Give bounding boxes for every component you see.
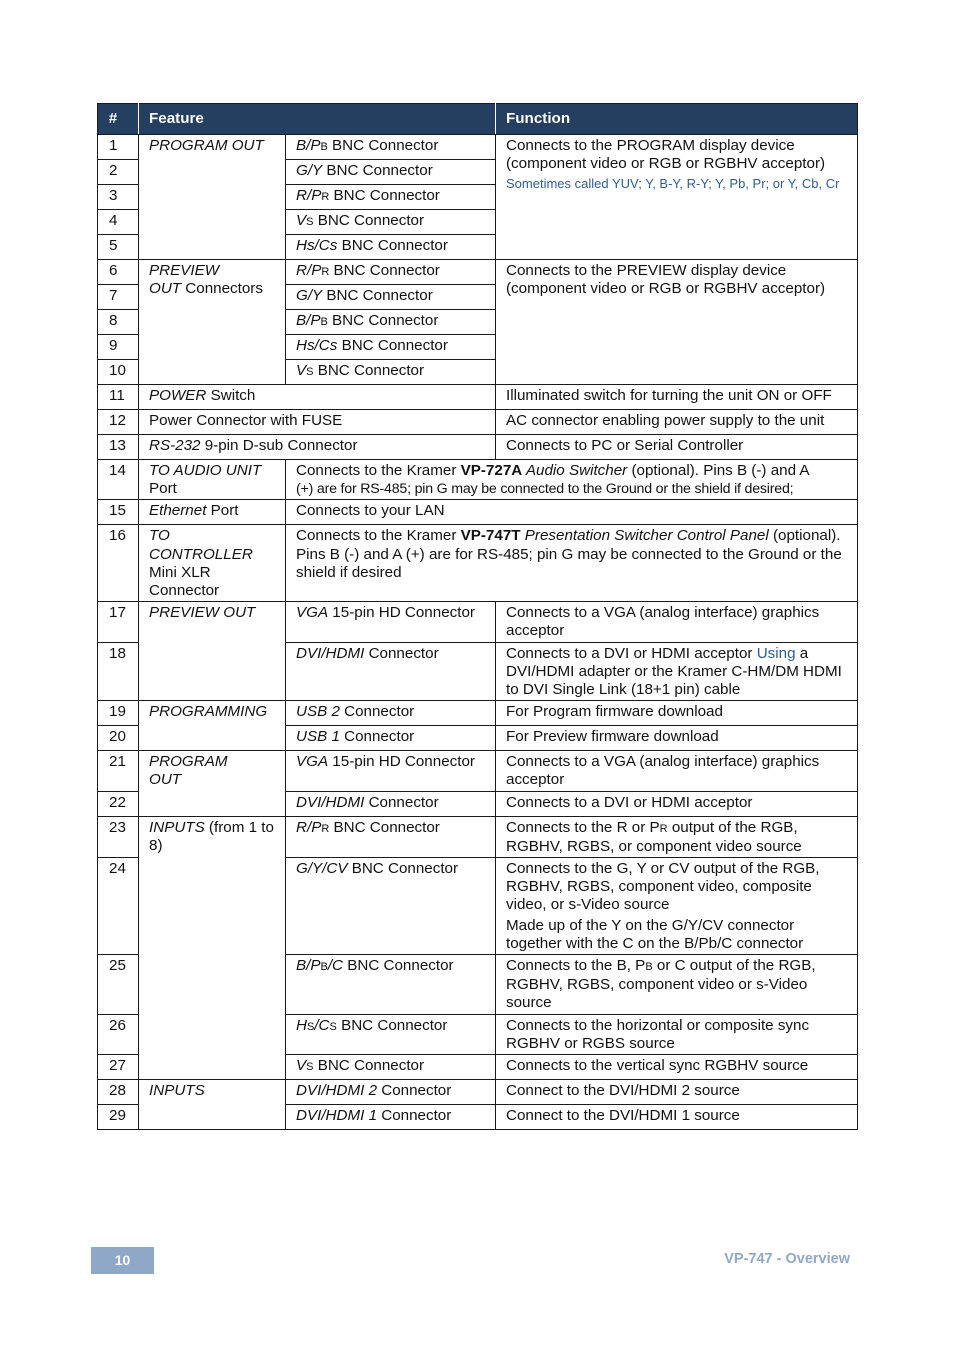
sub-feature-cell: VGA 15-pin HD Connector <box>286 602 496 642</box>
row-number: 7 <box>98 285 139 310</box>
sub-feature-cell: Hs/Cs BNC Connector <box>286 235 496 260</box>
sub-feature-cell: DVI/HDMI 1 Connector <box>286 1105 496 1130</box>
sub-feature-cell: DVI/HDMI Connector <box>286 791 496 816</box>
column-header-feature: Feature <box>139 104 496 135</box>
function-cell: Connects to a VGA (analog interface) graphics acceptor <box>496 602 858 642</box>
sub-feature-cell: G/Y BNC Connector <box>286 160 496 185</box>
row-number: 20 <box>98 726 139 751</box>
table-row <box>98 435 858 460</box>
feature-cell: PROGRAM OUT <box>139 135 286 260</box>
sub-feature-cell: G/Y/CV BNC Connector <box>286 858 496 955</box>
row-number: 29 <box>98 1105 139 1130</box>
sub-feature-cell: USB 1 Connector <box>286 726 496 751</box>
function-cell: Connects to the B, PB or C output of the RGB, RGBHV, RGBS, component video or s-Video source <box>496 955 858 1015</box>
sub-feature-cell: VS BNC Connector <box>286 210 496 235</box>
function-cell: For Preview firmware download <box>496 726 858 751</box>
table-row <box>98 751 858 791</box>
function-cell: Connects to the PROGRAM display device (component video or RGB or RGBHV acceptor) Sometimes called YUV; Y, B-Y, R-Y; Y, Pb, Pr; or Y, Cb, Cr <box>496 135 858 260</box>
column-header-function: Function <box>496 104 858 135</box>
feature-cell: RS-232 9-pin D-sub Connector <box>139 435 496 460</box>
sub-feature-cell: B/PB BNC Connector <box>286 310 496 335</box>
row-number: 5 <box>98 235 139 260</box>
table-row <box>98 1080 858 1105</box>
sub-feature-cell: VGA 15-pin HD Connector <box>286 751 496 791</box>
row-number: 15 <box>98 500 139 525</box>
sub-feature-cell: VS BNC Connector <box>286 360 496 385</box>
row-number: 1 <box>98 135 139 160</box>
feature-cell: Power Connector with FUSE <box>139 410 496 435</box>
column-header-number: # <box>98 104 139 135</box>
function-cell: Connect to the DVI/HDMI 1 source <box>496 1105 858 1130</box>
row-number: 14 <box>98 460 139 500</box>
sub-feature-cell: R/PR BNC Connector <box>286 816 496 857</box>
feature-cell: PREVIEW OUT Connectors <box>139 260 286 385</box>
function-cell: Connects to the vertical sync RGBHV source <box>496 1055 858 1080</box>
row-number: 18 <box>98 642 139 701</box>
feature-cell: PREVIEW OUT <box>139 602 286 701</box>
sub-feature-cell: G/Y BNC Connector <box>286 285 496 310</box>
function-cell: Connects to your LAN <box>286 500 858 525</box>
function-cell: Connects to the G, Y or CV output of the RGB, RGBHV, RGBS, component video, composite video, or s-Video source Made up of the Y on the G/Y/CV connector together with the C on the B/Pb/C connector <box>496 858 858 955</box>
sub-feature-cell: USB 2 Connector <box>286 701 496 726</box>
row-number: 9 <box>98 335 139 360</box>
feature-cell: Ethernet Port <box>139 500 286 525</box>
function-cell: Connects to the R or PR output of the RGB, RGBHV, RGBS, or component video source <box>496 816 858 857</box>
row-number: 6 <box>98 260 139 285</box>
sub-feature-cell: R/PR BNC Connector <box>286 185 496 210</box>
function-cell: Connects to the Kramer VP-727A Audio Switcher (optional). Pins B (-) and A (+) are for RS-485; pin G may be connected to the Ground or the shield if desired; <box>286 460 858 500</box>
function-note: Sometimes called YUV; Y, B-Y, R-Y; Y, Pb, Pr; or Y, Cb, Cr <box>506 176 840 192</box>
connector-function-table <box>97 103 858 1130</box>
row-number: 10 <box>98 360 139 385</box>
table-row <box>98 410 858 435</box>
feature-cell: PROGRAMMING <box>139 701 286 751</box>
table-header-row <box>98 104 858 135</box>
function-cell: Connects to PC or Serial Controller <box>496 435 858 460</box>
sub-feature-cell: HS/CS BNC Connector <box>286 1014 496 1054</box>
function-cell: AC connector enabling power supply to the unit <box>496 410 858 435</box>
page-number-badge: 10 <box>91 1247 154 1274</box>
function-cell: Connects to the Kramer VP-747T Presentation Switcher Control Panel (optional). Pins B (-) and A (+) are for RS-485; pin G may be connected to the Ground or the shield if desired <box>286 525 858 602</box>
table-row <box>98 525 858 602</box>
table-row <box>98 385 858 410</box>
feature-cell: INPUTS (from 1 to 8) <box>139 816 286 1079</box>
sub-feature-cell: DVI/HDMI Connector <box>286 642 496 701</box>
table-row <box>98 460 858 500</box>
table-row <box>98 135 858 160</box>
row-number: 26 <box>98 1014 139 1054</box>
function-cell: Connects to the horizontal or composite sync RGBHV or RGBS source <box>496 1014 858 1054</box>
row-number: 12 <box>98 410 139 435</box>
row-number: 24 <box>98 858 139 955</box>
sub-feature-cell: DVI/HDMI 2 Connector <box>286 1080 496 1105</box>
function-cell: Connects to a DVI or HDMI acceptor <box>496 791 858 816</box>
row-number: 21 <box>98 751 139 791</box>
table-row <box>98 500 858 525</box>
function-cell: Connects to the PREVIEW display device (component video or RGB or RGBHV acceptor) <box>496 260 858 385</box>
row-number: 19 <box>98 701 139 726</box>
sub-feature-cell: VS BNC Connector <box>286 1055 496 1080</box>
row-number: 23 <box>98 816 139 857</box>
row-number: 27 <box>98 1055 139 1080</box>
function-cell: For Program firmware download <box>496 701 858 726</box>
row-number: 28 <box>98 1080 139 1105</box>
footer-section-title: VP-747 - Overview <box>724 1251 850 1267</box>
row-number: 2 <box>98 160 139 185</box>
row-number: 22 <box>98 791 139 816</box>
table-row <box>98 602 858 642</box>
row-number: 17 <box>98 602 139 642</box>
sub-feature-cell: B/PB/C BNC Connector <box>286 955 496 1015</box>
row-number: 16 <box>98 525 139 602</box>
function-cell: Connect to the DVI/HDMI 2 source <box>496 1080 858 1105</box>
sub-feature-cell: R/PR BNC Connector <box>286 260 496 285</box>
table-row <box>98 260 858 285</box>
table-row <box>98 701 858 726</box>
sub-feature-cell: B/PB BNC Connector <box>286 135 496 160</box>
feature-cell: TO AUDIO UNIT Port <box>139 460 286 500</box>
row-number: 11 <box>98 385 139 410</box>
table-row <box>98 816 858 857</box>
function-cell: Connects to a VGA (analog interface) graphics acceptor <box>496 751 858 791</box>
function-cell: Connects to a DVI or HDMI acceptor Using a DVI/HDMI adapter or the Kramer C-HM/DM HDMI to DVI Single Link (18+1 pin) cable <box>496 642 858 701</box>
row-number: 4 <box>98 210 139 235</box>
sub-feature-cell: Hs/Cs BNC Connector <box>286 335 496 360</box>
row-number: 8 <box>98 310 139 335</box>
feature-cell: TO CONTROLLER Mini XLR Connector <box>139 525 286 602</box>
feature-cell: POWER Switch <box>139 385 496 410</box>
feature-cell: PROGRAM OUT <box>139 751 286 816</box>
row-number: 3 <box>98 185 139 210</box>
function-cell: Illuminated switch for turning the unit ON or OFF <box>496 385 858 410</box>
feature-cell: INPUTS <box>139 1080 286 1130</box>
row-number: 25 <box>98 955 139 1015</box>
row-number: 13 <box>98 435 139 460</box>
